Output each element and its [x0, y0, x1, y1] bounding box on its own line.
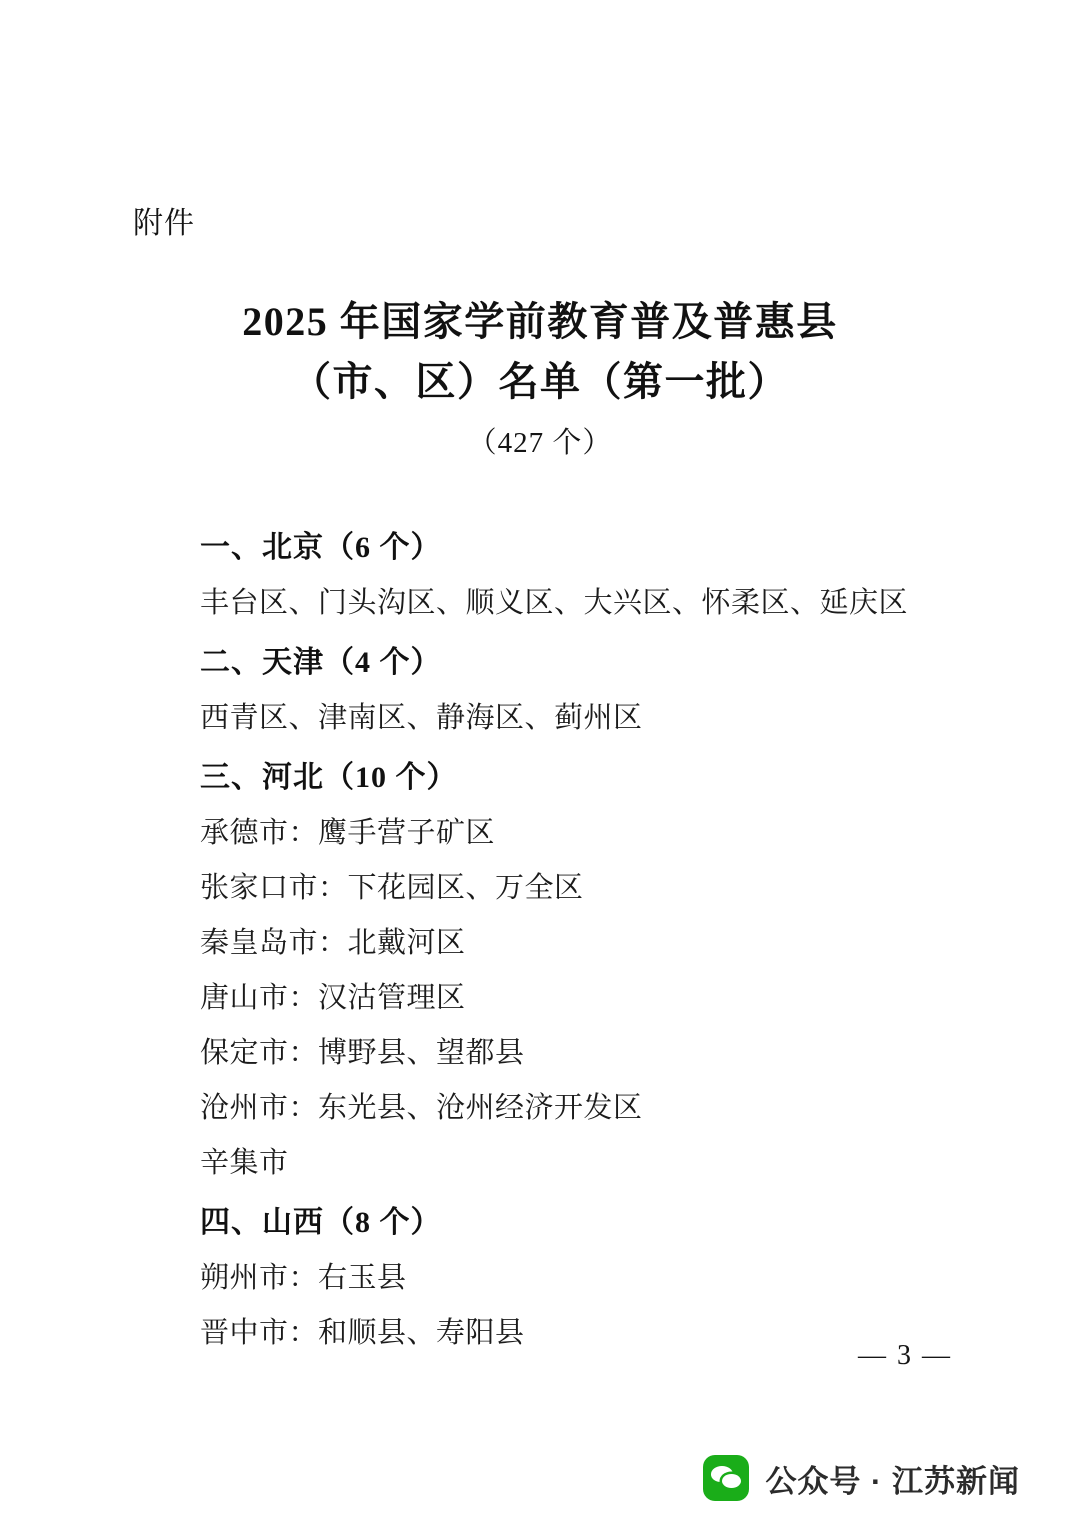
section-entry: 西青区、津南区、静海区、蓟州区 [200, 702, 643, 734]
watermark [703, 1455, 1020, 1501]
section-entry: 辛集市 [200, 1147, 289, 1179]
page-title [0, 292, 1080, 412]
section-entry: 丰台区、门头沟区、顺义区、大兴区、怀柔区、延庆区 [200, 587, 909, 619]
total-count: （427 个） [467, 427, 613, 459]
page-number: — 3 — [858, 1340, 952, 1371]
page-title-line2: （市、区）名单（第一批） [291, 359, 789, 404]
section-heading-beijing: 一、北京（6 个） [200, 531, 442, 564]
section-entry: 承德市：鹰手营子矿区 [200, 817, 496, 849]
section-heading-hebei: 三、河北（10 个） [200, 761, 458, 794]
section-entry: 秦皇岛市：北戴河区 [200, 927, 466, 959]
page-title-line1: 2025 年国家学前教育普及普惠县 [242, 299, 838, 344]
section-entry: 保定市：博野县、望都县 [200, 1037, 525, 1069]
section-entry: 唐山市：汉沽管理区 [200, 982, 466, 1014]
section-heading-tianjin: 二、天津（4 个） [200, 646, 442, 679]
section-heading-shanxi: 四、山西（8 个） [200, 1206, 442, 1239]
attachment-label: 附件 [133, 207, 195, 240]
section-entry: 朔州市：右玉县 [200, 1262, 407, 1294]
document-body [200, 520, 960, 1361]
wechat-icon [703, 1455, 749, 1501]
watermark-text: 公众号 · 江苏新闻 [765, 1463, 1020, 1499]
section-entry: 沧州市：东光县、沧州经济开发区 [200, 1092, 643, 1124]
section-entry: 张家口市：下花园区、万全区 [200, 872, 584, 904]
section-entry: 晋中市：和顺县、寿阳县 [200, 1317, 525, 1349]
